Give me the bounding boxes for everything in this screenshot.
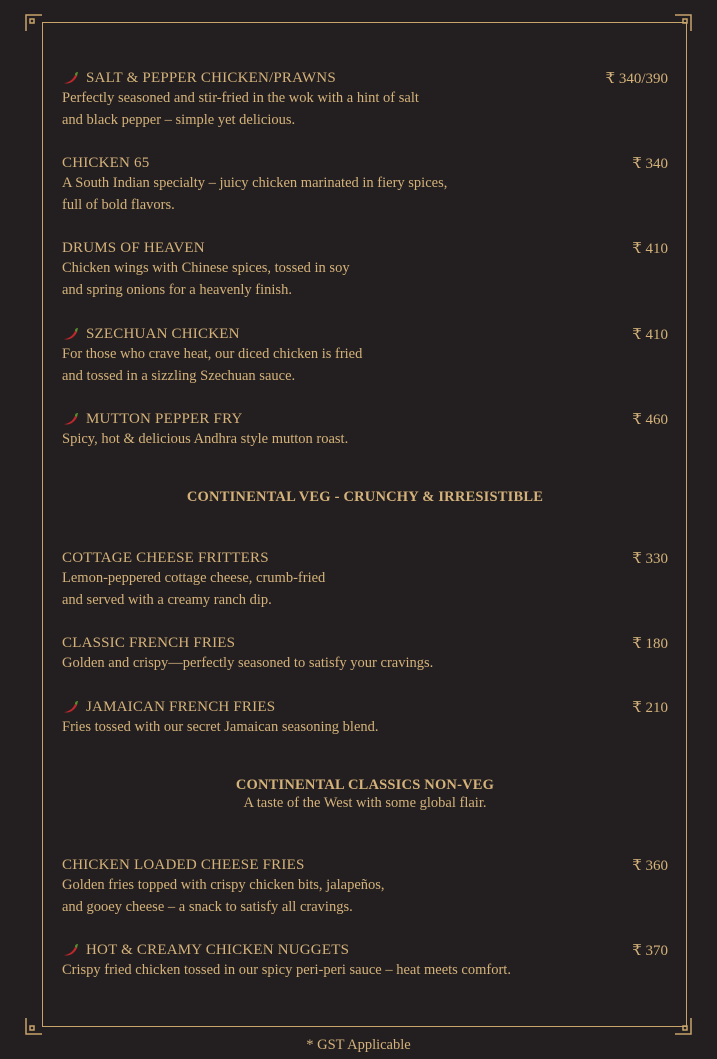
item-price: ₹ 370 (632, 942, 668, 959)
item-name: SALT & PEPPER CHICKEN/PRAWNS (62, 70, 336, 87)
item-name: SZECHUAN CHICKEN (62, 326, 240, 343)
item-name: JAMAICAN FRENCH FRIES (62, 699, 275, 716)
item-price: ₹ 360 (632, 857, 668, 874)
corner-ornament-top-right (674, 14, 692, 32)
chili-icon (62, 412, 79, 426)
item-description: Golden and crispy—perfectly seasoned to satisfy your cravings. (62, 655, 434, 671)
item-description: Perfectly seasoned and stir-fried in the wok with a hint of salt and black pepper – simple yet delicious. (62, 90, 419, 128)
item-name: CHICKEN 65 (62, 154, 150, 171)
section-heading-veg (62, 489, 668, 506)
item-description: Golden fries topped with crispy chicken bits, jalapeños, and gooey cheese – a snack to satisfy all cravings. (62, 877, 385, 915)
menu-item (62, 324, 668, 387)
item-name: CHICKEN LOADED CHEESE FRIES (62, 856, 305, 873)
menu-item (62, 548, 668, 611)
menu-item (62, 697, 668, 739)
item-description: A South Indian specialty – juicy chicken marinated in fiery spices, full of bold flavors. (62, 175, 448, 213)
item-name: HOT & CREAMY CHICKEN NUGGETS (62, 942, 349, 959)
item-price: ₹ 410 (632, 326, 668, 343)
item-name: CLASSIC FRENCH FRIES (62, 634, 236, 651)
corner-ornament-bottom-left (25, 1017, 43, 1035)
corner-ornament-top-left (25, 14, 43, 32)
menu-item (62, 855, 668, 918)
menu-item (62, 68, 668, 131)
item-description: For those who crave heat, our diced chicken is fried and tossed in a sizzling Szechuan sauce. (62, 346, 363, 384)
item-price: ₹ 410 (632, 240, 668, 257)
item-name: DRUMS OF HEAVEN (62, 239, 205, 256)
item-price: ₹ 180 (632, 635, 668, 652)
item-description: Spicy, hot & delicious Andhra style mutton roast. (62, 431, 349, 447)
menu-item (62, 409, 668, 451)
menu-item (62, 238, 668, 301)
menu-item (62, 153, 668, 216)
item-description: Crispy fried chicken tossed in our spicy peri-peri sauce – heat meets comfort. (62, 962, 511, 978)
item-name: COTTAGE CHEESE FRITTERS (62, 549, 269, 566)
section-heading-nonveg (62, 777, 668, 812)
item-price: ₹ 340 (632, 155, 668, 172)
corner-ornament-bottom-right (674, 1017, 692, 1035)
item-price: ₹ 210 (632, 699, 668, 716)
item-price: ₹ 340/390 (605, 70, 668, 87)
section-subtitle: A taste of the West with some global flair. (243, 795, 487, 811)
gst-footnote: * GST Applicable (306, 1037, 411, 1053)
item-price: ₹ 460 (632, 411, 668, 428)
item-name: MUTTON PEPPER FRY (62, 411, 243, 428)
item-price: ₹ 330 (632, 550, 668, 567)
menu-item (62, 633, 668, 675)
menu-item (62, 940, 668, 982)
section-title: CONTINENTAL VEG - CRUNCHY & IRRESISTIBLE (186, 489, 544, 505)
chili-icon (62, 700, 79, 714)
item-description: Lemon-peppered cottage cheese, crumb-fried and served with a creamy ranch dip. (62, 570, 326, 608)
chili-icon (62, 71, 79, 85)
chili-icon (62, 327, 79, 341)
chili-icon (62, 943, 79, 957)
section-title: CONTINENTAL CLASSICS NON-VEG (235, 777, 495, 793)
item-description: Fries tossed with our secret Jamaican seasoning blend. (62, 719, 379, 735)
item-description: Chicken wings with Chinese spices, tossed in soy and spring onions for a heavenly finish. (62, 260, 350, 298)
